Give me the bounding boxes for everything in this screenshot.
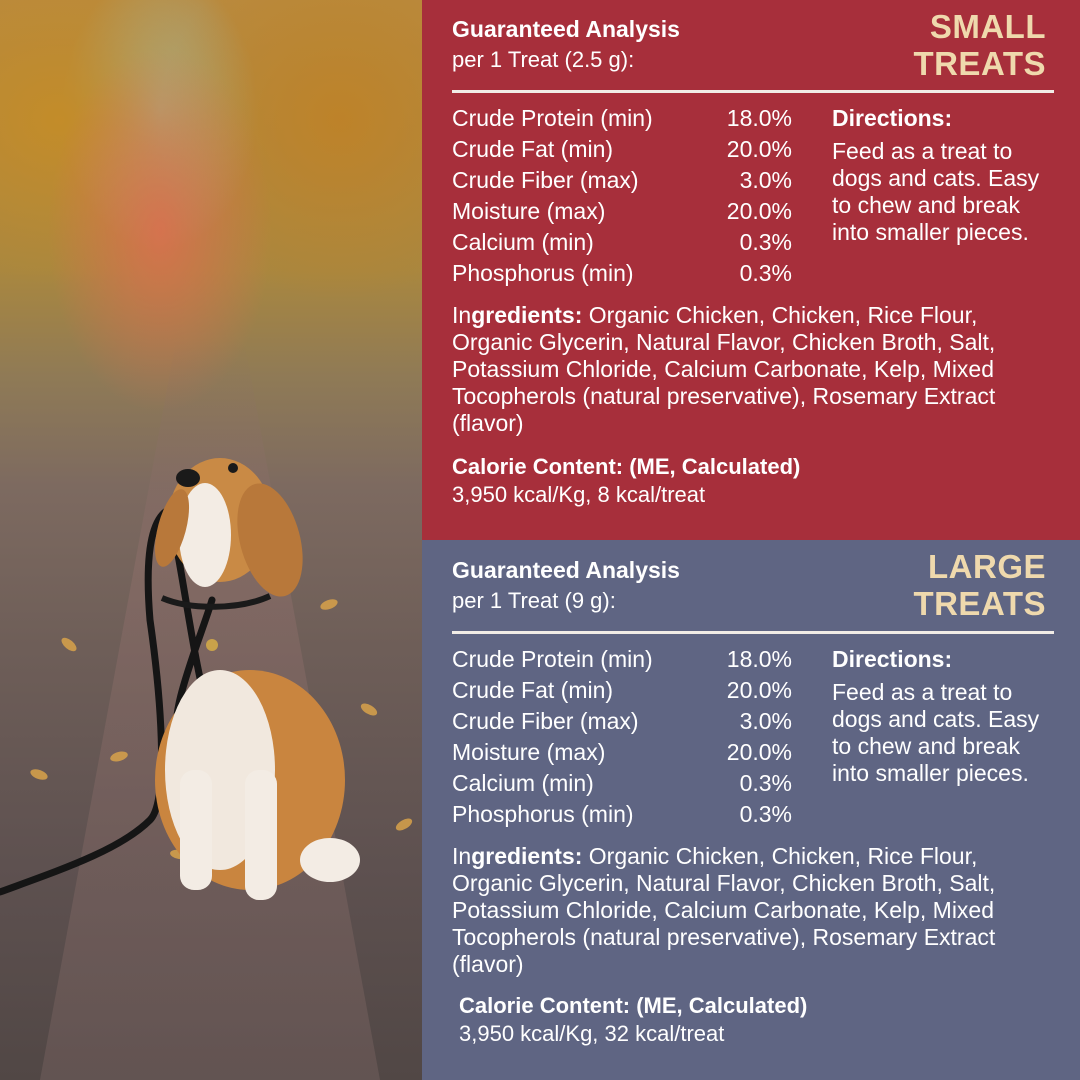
- ingredients-prefix: In: [452, 302, 472, 328]
- nutrient-table: [452, 644, 792, 830]
- nutrient-value: 18.0%: [726, 646, 792, 672]
- directions-heading: Directions:: [832, 105, 953, 131]
- serving-size: per 1 Treat (2.5 g):: [452, 47, 635, 72]
- nutrient-value: 20.0%: [726, 677, 792, 703]
- nutrient-row: [452, 103, 792, 134]
- nutrient-value: 20.0%: [726, 198, 792, 224]
- large-treats-panel: [422, 540, 1080, 1080]
- nutrient-label: Calcium (min): [452, 770, 594, 796]
- nutrient-value: 3.0%: [739, 708, 792, 734]
- calorie-heading: Calorie Content: (ME, Calculated): [459, 993, 808, 1018]
- nutrient-row: [452, 134, 792, 165]
- calorie-content: [459, 992, 1059, 1048]
- treat-title-line2: TREATS: [913, 45, 1046, 82]
- nutrient-row: [452, 227, 792, 258]
- treat-size-title: [913, 8, 1046, 82]
- small-treats-panel: [422, 0, 1080, 540]
- nutrient-value: 0.3%: [739, 801, 792, 827]
- treat-title-line2: TREATS: [913, 585, 1046, 622]
- ingredients: [452, 302, 1042, 437]
- nutrient-label: Phosphorus (min): [452, 801, 634, 827]
- nutrient-row: [452, 196, 792, 227]
- ingredients-prefix: In: [452, 843, 472, 869]
- nutrient-value: 0.3%: [739, 770, 792, 796]
- ingredients-label: gredients:: [471, 843, 583, 869]
- nutrient-value: 18.0%: [726, 105, 792, 131]
- calorie-heading: Calorie Content: (ME, Calculated): [452, 454, 801, 479]
- directions: [832, 103, 1062, 246]
- nutrient-value: 20.0%: [726, 136, 792, 162]
- guaranteed-analysis-title: Guaranteed Analysis: [452, 557, 680, 583]
- directions-heading: Directions:: [832, 646, 953, 672]
- nutrient-label: Crude Fat (min): [452, 136, 614, 162]
- nutrient-row: [452, 258, 792, 289]
- serving-size: per 1 Treat (9 g):: [452, 588, 616, 613]
- nutrient-label: Moisture (max): [452, 739, 606, 765]
- nutrient-row: [452, 165, 792, 196]
- nutrient-label: Phosphorus (min): [452, 260, 634, 286]
- guaranteed-analysis-title: Guaranteed Analysis: [452, 16, 680, 42]
- nutrient-label: Crude Protein (min): [452, 646, 653, 672]
- calorie-value: 3,950 kcal/Kg, 8 kcal/treat: [452, 482, 706, 507]
- nutrient-label: Crude Protein (min): [452, 105, 653, 131]
- divider: [452, 631, 1054, 634]
- dog-photo: [0, 0, 422, 1080]
- nutrient-label: Moisture (max): [452, 198, 606, 224]
- nutrient-row: [452, 675, 792, 706]
- ingredients-label: gredients:: [471, 302, 583, 328]
- ingredients-text: Organic Chicken, Chicken, Rice Flour, Organic Glycerin, Natural Flavor, Chicken Broth, Salt, Potassium Chloride, Calcium Carbonate, Kelp, Mixed Tocopherols (natural preservative), Rosemary Extract (flavor): [452, 302, 996, 436]
- treat-title-line1: SMALL: [929, 8, 1046, 45]
- nutrient-label: Crude Fiber (max): [452, 708, 639, 734]
- nutrient-label: Crude Fat (min): [452, 677, 614, 703]
- nutrient-row: [452, 644, 792, 675]
- beagle-illustration: [0, 440, 422, 940]
- directions-text: Feed as a treat to dogs and cats. Easy to chew and break into smaller pieces.: [832, 138, 1040, 245]
- ingredients: [452, 843, 1042, 978]
- treat-title-line1: LARGE: [928, 548, 1046, 585]
- nutrient-value: 20.0%: [726, 739, 792, 765]
- nutrient-value: 3.0%: [739, 167, 792, 193]
- nutrient-label: Crude Fiber (max): [452, 167, 639, 193]
- nutrient-value: 0.3%: [739, 229, 792, 255]
- divider: [452, 90, 1054, 93]
- nutrient-label: Calcium (min): [452, 229, 594, 255]
- calorie-value: 3,950 kcal/Kg, 32 kcal/treat: [459, 1021, 725, 1046]
- nutrient-value: 0.3%: [739, 260, 792, 286]
- calorie-content: [452, 453, 1052, 509]
- nutrient-row: [452, 706, 792, 737]
- nutrient-table: [452, 103, 792, 289]
- nutrient-row: [452, 768, 792, 799]
- directions-text: Feed as a treat to dogs and cats. Easy to chew and break into smaller pieces.: [832, 679, 1040, 786]
- treat-size-title: [913, 548, 1046, 622]
- nutrient-row: [452, 737, 792, 768]
- directions: [832, 644, 1062, 787]
- ingredients-text: Organic Chicken, Chicken, Rice Flour, Organic Glycerin, Natural Flavor, Chicken Broth, Salt, Potassium Chloride, Calcium Carbonate, Kelp, Mixed Tocopherols (natural preservative), Rosemary Extract (flavor): [452, 843, 996, 977]
- nutrient-row: [452, 799, 792, 830]
